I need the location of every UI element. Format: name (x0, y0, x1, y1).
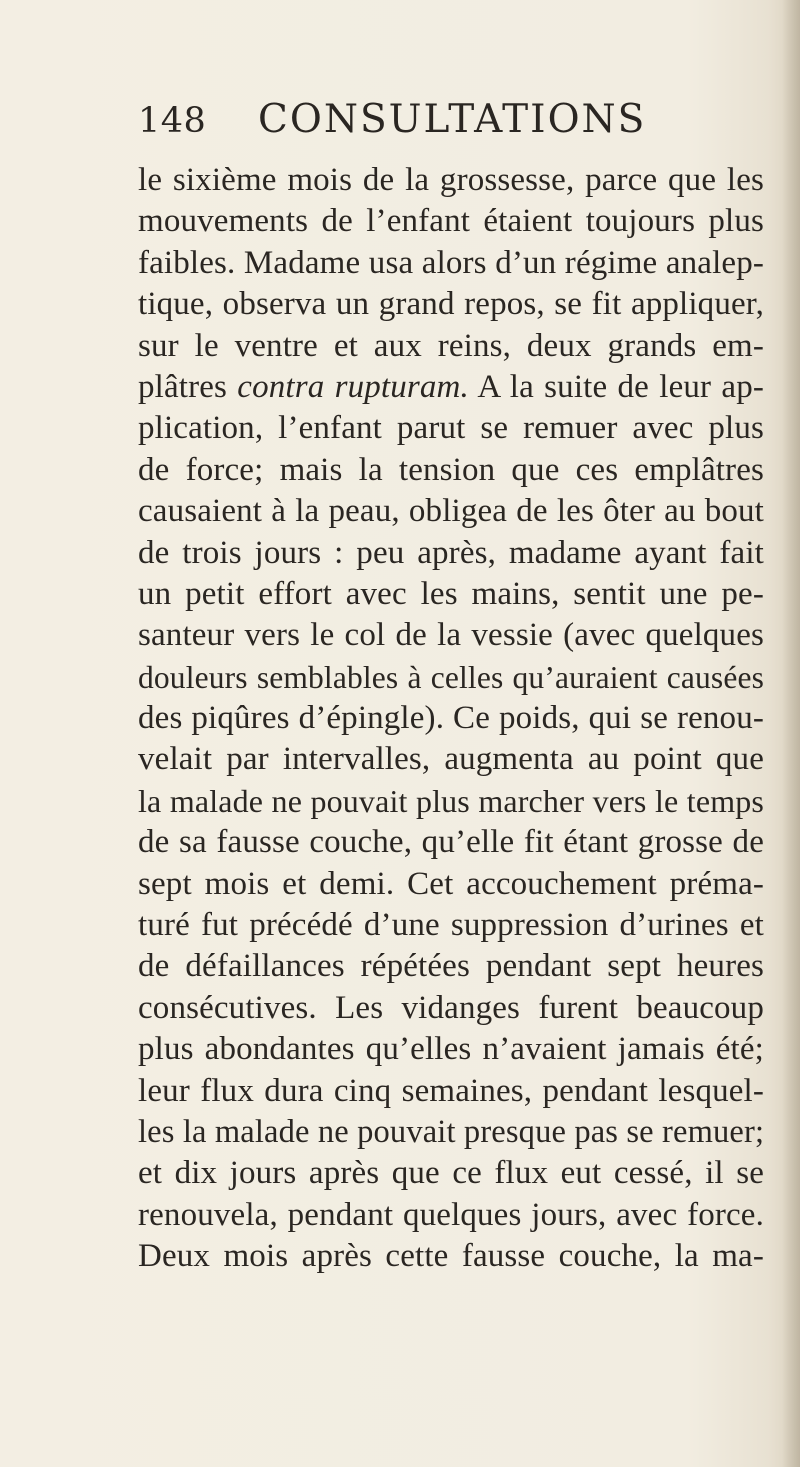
text-line: de trois jours : peu après, madame ayant fait (138, 534, 764, 571)
text-line-with-latin-phrase (138, 367, 764, 408)
page-header (138, 96, 698, 148)
text-line: turé fut précédé d’une suppression d’urines et (138, 907, 764, 944)
text-line: mouvements de l’enfant étaient toujours plus (138, 203, 764, 240)
page-edge-shadow (782, 0, 800, 1467)
text-line: tique, observa un grand repos, se fit appliquer, (138, 286, 764, 323)
text-line: et dix jours après que ce flux eut cessé, il se (138, 1155, 764, 1192)
text-line: des piqûres d’épingle). Ce poids, qui se renou- (138, 700, 764, 737)
text-line: sur le ventre et aux reins, deux grands em- (138, 327, 764, 364)
text-line: plication, l’enfant parut se remuer avec plus (138, 410, 764, 447)
text-line: renouvela, pendant quelques jours, avec force. (138, 1196, 764, 1233)
text-segment: plâtres (138, 368, 238, 405)
text-line: santeur vers le col de la vessie (avec quelques (138, 617, 764, 654)
text-line: un petit effort avec les mains, sentit une pe- (138, 575, 764, 612)
text-line: Deux mois après cette fausse couche, la ma- (138, 1238, 764, 1275)
body-text (138, 160, 764, 1278)
text-line: leur flux dura cinq semaines, pendant lesquel- (138, 1072, 764, 1109)
text-line: faibles. Madame usa alors d’un régime analep- (138, 244, 764, 281)
text-line: velait par intervalles, augmenta au point que (138, 741, 764, 778)
text-line: douleurs semblables à celles qu’auraient causées (138, 659, 764, 695)
text-line: le sixième mois de la grossesse, parce que les (138, 162, 764, 198)
text-line: de force; mais la tension que ces emplâtres (138, 451, 764, 488)
text-line: plus abondantes qu’elles n’avaient jamais été; (138, 1031, 764, 1068)
text-segment: A la suite de leur ap- (468, 368, 765, 405)
text-line: sept mois et demi. Cet accouchement préma- (138, 865, 764, 902)
text-line: de sa fausse couche, qu’elle fit étant grosse de (138, 824, 764, 861)
text-line: causaient à la peau, obligea de les ôter au bout (138, 493, 764, 530)
text-line: les la malade ne pouvait presque pas se remuer; (138, 1113, 765, 1150)
page-number: 148 (138, 101, 207, 141)
running-title: CONSULTATIONS (258, 97, 647, 142)
text-line: de défaillances répétées pendant sept heures (138, 948, 764, 985)
text-line: consécutives. Les vidanges furent beaucoup (138, 989, 764, 1026)
latin-phrase: contra rupturam. (237, 368, 469, 405)
text-line: la malade ne pouvait plus marcher vers le temps (138, 782, 764, 819)
